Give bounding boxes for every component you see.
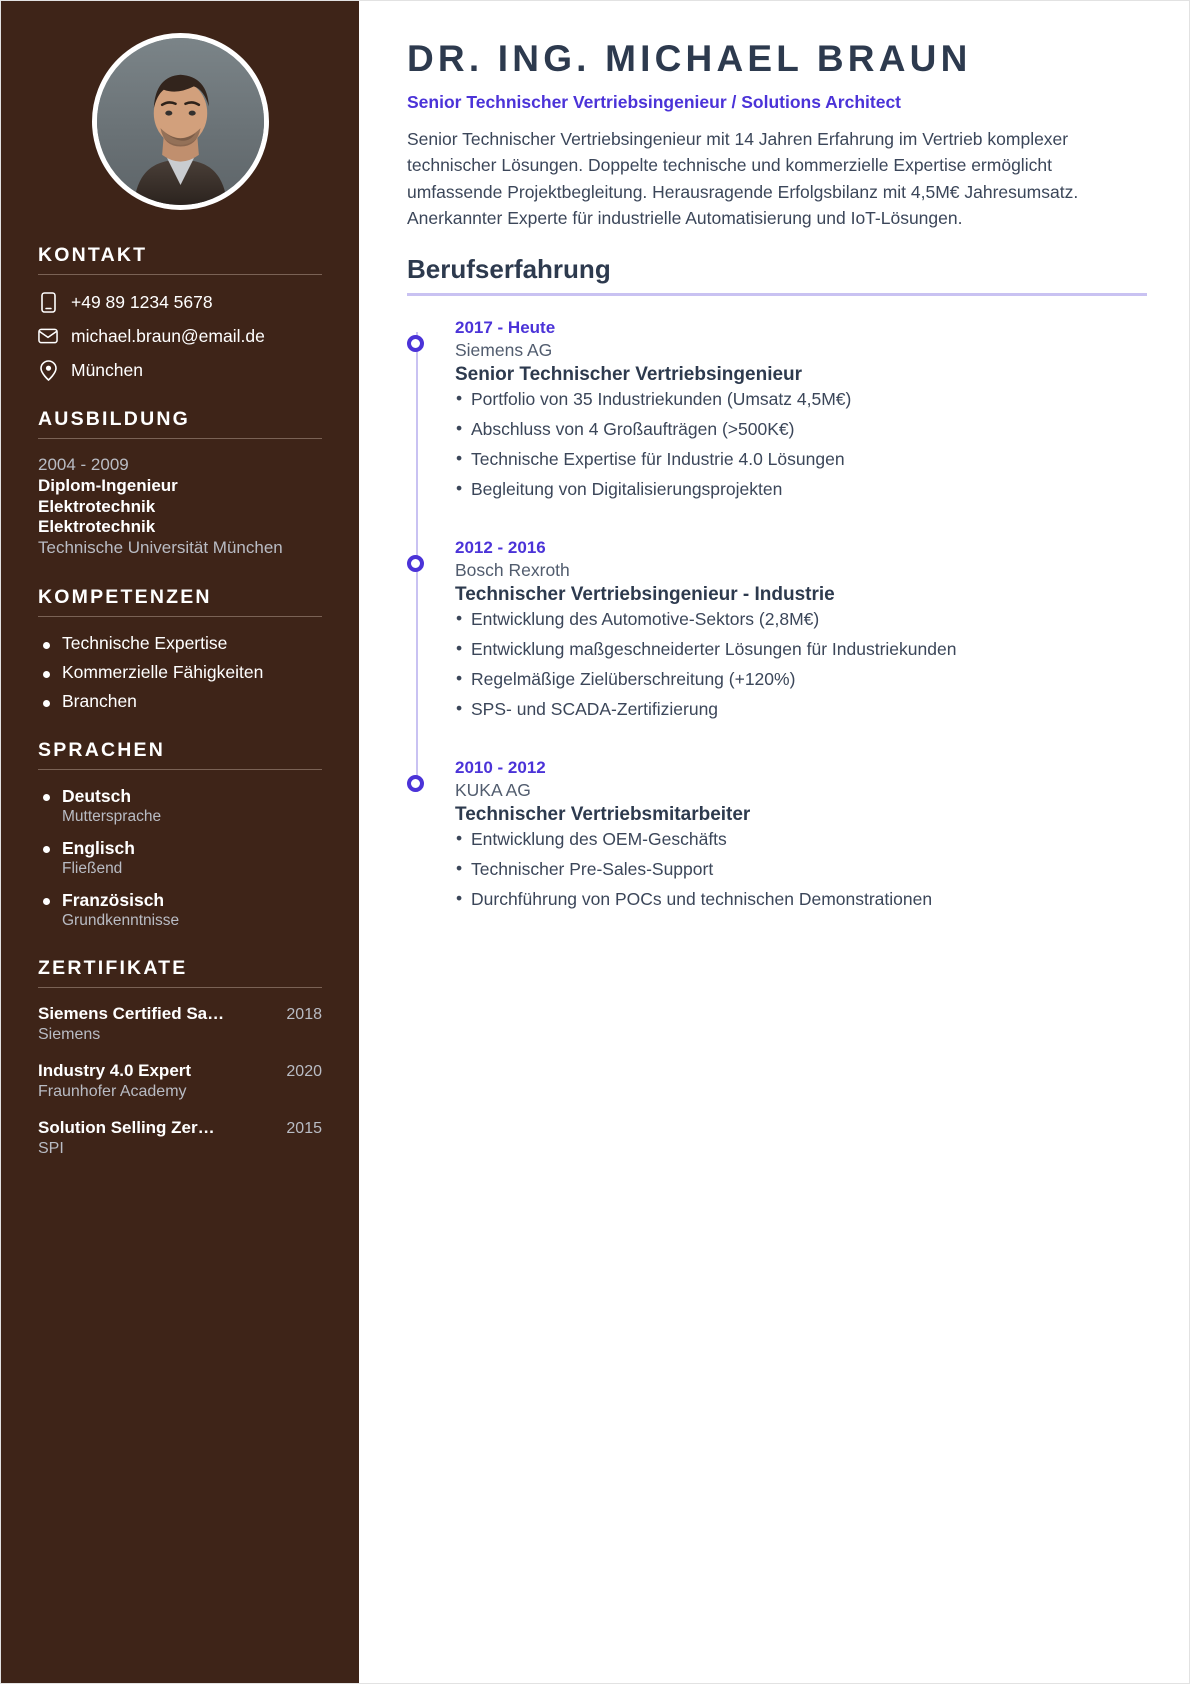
- certificate-org: Siemens: [38, 1025, 101, 1043]
- job-dates: 2012 - 2016: [455, 538, 546, 558]
- contact-phone-row[interactable]: [38, 291, 322, 313]
- job-bullet: • Abschluss von 4 Großaufträgen (>500K€): [455, 419, 1147, 440]
- bullet-icon: [43, 846, 50, 853]
- sidebar: [1, 1, 359, 1683]
- job-company: Bosch Rexroth: [455, 560, 570, 581]
- language-name: Französisch: [62, 889, 165, 910]
- job-bullet: • Technischer Pre-Sales-Support: [455, 859, 1147, 880]
- job-bullet: • SPS- und SCADA-Zertifizierung: [455, 699, 1147, 720]
- certificate-year: 2015: [286, 1119, 322, 1137]
- job-company: Siemens AG: [455, 340, 553, 361]
- professional-headline: Senior Technischer Vertriebsingenieur / Solutions Architect: [407, 91, 902, 112]
- job-bullet: • Regelmäßige Zielüberschreitung (+120%): [455, 669, 1147, 690]
- certificate-year: 2018: [286, 1005, 322, 1023]
- divider: [38, 616, 322, 617]
- language-level: Grundkenntnisse: [62, 911, 180, 929]
- divider: [407, 293, 1147, 296]
- divider: [38, 274, 322, 275]
- job-role: Technischer Vertriebsmitarbeiter: [455, 804, 751, 826]
- experience-item: [455, 318, 1147, 500]
- skills-section: [38, 586, 322, 712]
- certificate-name: Siemens Certified Sa…: [38, 1003, 225, 1023]
- certificate-year: 2020: [286, 1062, 322, 1080]
- job-dates: 2017 - Heute: [455, 318, 556, 338]
- contact-section: [38, 244, 322, 381]
- education-heading: AUSBILDUNG: [38, 408, 190, 430]
- certificates-heading: ZERTIFIKATE: [38, 956, 188, 979]
- experience-timeline: [407, 318, 1147, 910]
- skill-label: Kommerzielle Fähigkeiten: [62, 661, 264, 682]
- job-bullet: • Entwicklung maßgeschneiderter Lösungen für Industriekunden: [455, 639, 1147, 660]
- envelope-icon: [38, 325, 58, 347]
- job-bullet: • Durchführung von POCs und technischen Demonstrationen: [455, 889, 1147, 910]
- main-content: [359, 1, 1189, 1683]
- job-company: KUKA AG: [455, 780, 531, 801]
- job-bullet: • Entwicklung des Automotive-Sektors (2,8M€): [455, 609, 1147, 630]
- bullet-icon: [43, 898, 50, 905]
- job-bullet: • Technische Expertise für Industrie 4.0 Lösungen: [455, 449, 1147, 470]
- list-item: [38, 1118, 322, 1158]
- list-item: [38, 1061, 322, 1101]
- bullet-icon: [43, 642, 50, 649]
- location-pin-icon: [38, 359, 58, 381]
- job-bullets: [455, 829, 1147, 910]
- certificates-section: [38, 957, 322, 1158]
- education-dates: 2004 - 2009: [38, 455, 129, 474]
- job-bullets: [455, 609, 1147, 720]
- contact-email-value: michael.braun@email.de: [71, 325, 265, 346]
- job-dates: 2010 - 2012: [455, 758, 546, 778]
- timeline-marker-icon: [407, 555, 424, 572]
- timeline-marker-icon: [407, 775, 424, 792]
- contact-location-value: München: [71, 359, 143, 380]
- list-item: [38, 1004, 322, 1044]
- bullet-icon: [43, 794, 50, 801]
- portrait-photo-icon: [97, 38, 264, 205]
- avatar-wrapper: [38, 33, 322, 210]
- list-item: [38, 662, 322, 683]
- skills-heading: KOMPETENZEN: [38, 585, 212, 608]
- certificate-name: Industry 4.0 Expert: [38, 1060, 192, 1080]
- contact-phone-value: +49 89 1234 5678: [71, 291, 213, 312]
- language-name: Englisch: [62, 837, 135, 858]
- experience-item: [455, 758, 1147, 910]
- list-item: [38, 890, 322, 930]
- experience-heading: Berufserfahrung: [407, 254, 611, 285]
- job-bullet: • Begleitung von Digitalisierungsprojekten: [455, 479, 1147, 500]
- education-field: Elektrotechnik: [38, 517, 156, 537]
- divider: [38, 438, 322, 439]
- divider: [38, 987, 322, 988]
- job-bullet: • Portfolio von 35 Industriekunden (Umsatz 4,5M€): [455, 389, 1147, 410]
- skill-label: Branchen: [62, 690, 137, 711]
- list-item: [38, 633, 322, 654]
- languages-section: [38, 739, 322, 930]
- professional-summary: Senior Technischer Vertriebsingenieur mit 14 Jahren Erfahrung im Vertrieb komplexer technischer Lösungen. Doppelte technische und kommerzielle Expertise ermöglicht umfassende Projektbegleitung. Herausragende Erfolgsbilanz mit 4,5M€ Jahresumsatz. Anerkannter Experte für industrielle Automatisierung und IoT-Lösungen.: [407, 128, 1079, 229]
- experience-item: [455, 538, 1147, 720]
- bullet-icon: [43, 671, 50, 678]
- job-role: Senior Technischer Vertriebsingenieur: [455, 364, 803, 386]
- language-level: Fließend: [62, 859, 123, 877]
- language-name: Deutsch: [62, 785, 132, 806]
- certificate-name: Solution Selling Zer…: [38, 1117, 215, 1137]
- phone-icon: [38, 291, 58, 313]
- education-degree-line2: Elektrotechnik: [38, 496, 156, 516]
- job-role: Technischer Vertriebsingenieur - Industrie: [455, 584, 835, 606]
- contact-email-row[interactable]: [38, 325, 322, 347]
- education-section: [38, 408, 322, 559]
- divider: [38, 769, 322, 770]
- bullet-icon: [43, 700, 50, 707]
- skill-label: Technische Expertise: [62, 632, 228, 653]
- page-title: DR. ING. MICHAEL BRAUN: [407, 38, 972, 79]
- list-item: [38, 691, 322, 712]
- avatar: [92, 33, 269, 210]
- education-degree: Diplom-Ingenieur: [38, 476, 178, 495]
- languages-heading: SPRACHEN: [38, 738, 166, 761]
- timeline-marker-icon: [407, 335, 424, 352]
- job-bullet: • Entwicklung des OEM-Geschäfts: [455, 829, 1147, 850]
- contact-heading: KONTAKT: [38, 244, 148, 266]
- job-bullets: [455, 389, 1147, 500]
- certificate-org: Fraunhofer Academy: [38, 1082, 187, 1100]
- language-level: Muttersprache: [62, 807, 162, 825]
- education-entry: [38, 455, 322, 559]
- certificate-org: SPI: [38, 1139, 64, 1157]
- list-item: [38, 838, 322, 878]
- contact-location-row[interactable]: [38, 359, 322, 381]
- list-item: [38, 786, 322, 826]
- education-school: Technische Universität München: [38, 538, 283, 558]
